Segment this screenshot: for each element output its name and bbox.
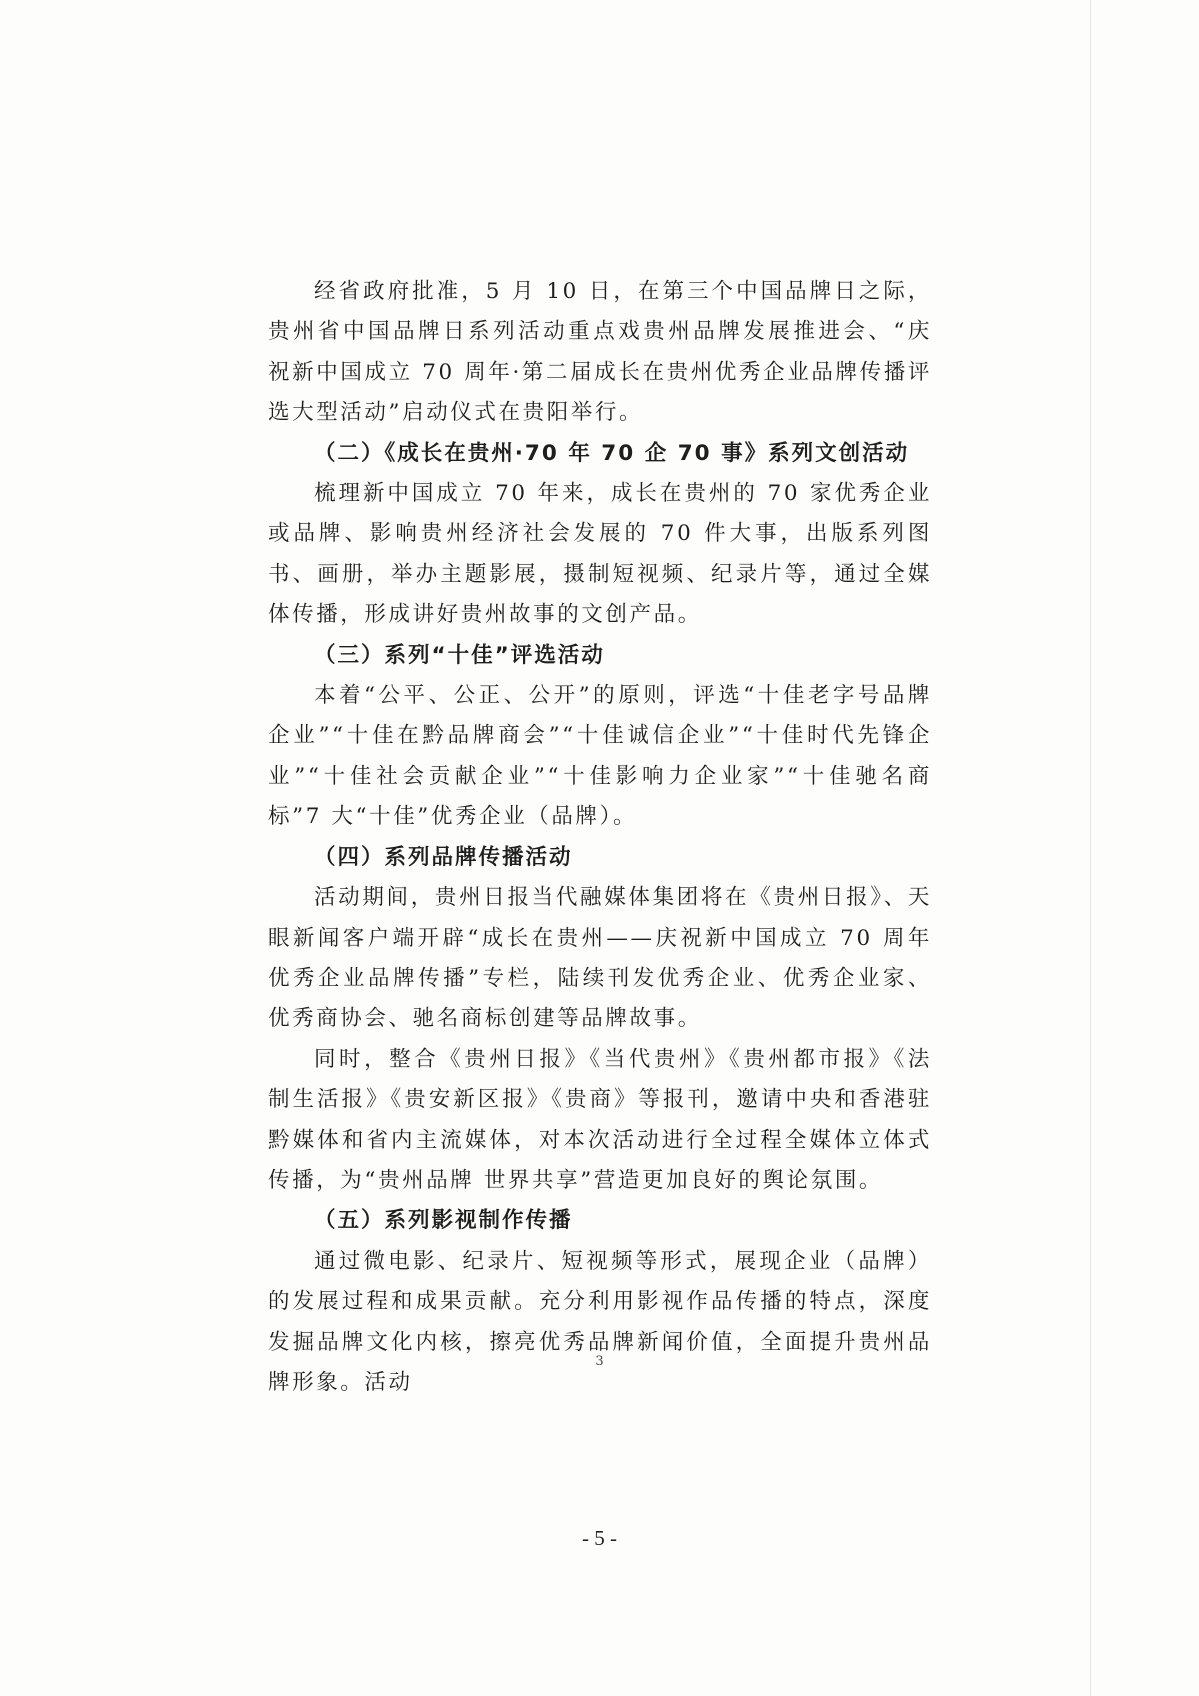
paragraph: 经省政府批准，5 月 10 日，在第三个中国品牌日之际，贵州省中国品牌日系列活动重点戏贵州品牌发展推进会、“庆祝新中国成立 70 周年·第二届成长在贵州优秀企业品牌传播评选大型活动”启动仪式在贵阳举行。: [268, 279, 932, 426]
body-text: [268, 272, 932, 1403]
paragraph: 活动期间，贵州日报当代融媒体集团将在《贵州日报》、天眼新闻客户端开辟“成长在贵州——庆祝新中国成立 70 周年优秀企业品牌传播”专栏，陆续刊发优秀企业、优秀企业家、优秀商协会、驰名商标创建等品牌故事。: [268, 885, 932, 1032]
paragraph: 同时，整合《贵州日报》《当代贵州》《贵州都市报》《法制生活报》《贵安新区报》《贵商》等报刊，邀请中央和香港驻黔媒体和省内主流媒体，对本次活动进行全过程全媒体立体式传播，为“贵州品牌 世界共享”营造更加良好的舆论氛围。: [268, 1046, 932, 1193]
inner-page-number: 3: [595, 1354, 604, 1369]
scan-edge-line: [1090, 0, 1091, 1696]
section-heading: （二）《成长在贵州·70 年 70 企 70 事》系列文创活动: [314, 440, 910, 466]
section-heading: （三）系列“十佳”评选活动: [314, 642, 605, 668]
paragraph: 通过微电影、纪录片、短视频等形式，展现企业（品牌）的发展过程和成果贡献。充分利用影视作品传播的特点，深度发掘品牌文化内核，擦亮优秀品牌新闻价值，全面提升贵州品牌形象。活动: [268, 1248, 932, 1395]
paragraph: 本着“公平、公正、公开”的原则，评选“十佳老字号品牌企业”“十佳在黔品牌商会”“十佳诚信企业”“十佳时代先锋企业”“十佳社会贡献企业”“十佳影响力企业家”“十佳驰名商标”7 大“十佳”优秀企业（品牌）。: [268, 683, 932, 830]
section-heading: （五）系列影视制作传播: [314, 1208, 573, 1234]
paragraph: 梳理新中国成立 70 年来，成长在贵州的 70 家优秀企业或品牌、影响贵州经济社会发展的 70 件大事，出版系列图书、画册，举办主题影展，摄制短视频、纪录片等，通过全媒体传播，形成讲好贵州故事的文创产品。: [268, 481, 932, 628]
section-heading: （四）系列品牌传播活动: [314, 844, 573, 870]
outer-page-number: - 5 -: [582, 1526, 617, 1550]
